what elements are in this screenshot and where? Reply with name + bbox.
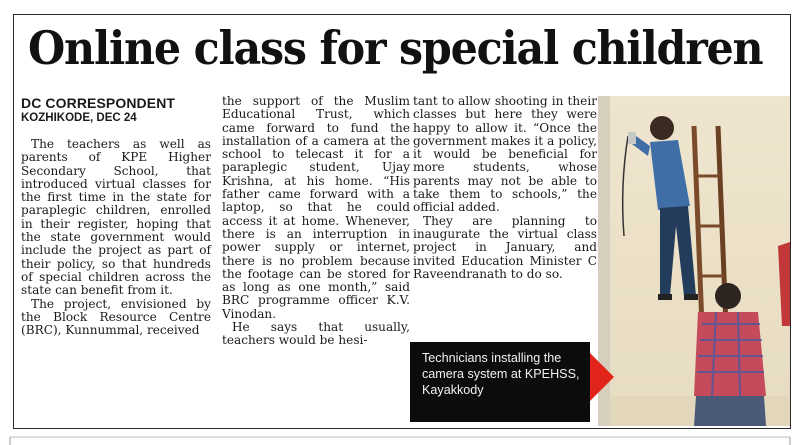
photo-caption: Technicians installing the camera system at KPEHSS, Kayakkody — [410, 342, 590, 422]
paragraph: tant to allow shooting in their classes but here they were happy to allow it. “Once the government makes it a policy, it would be beneficial for more students, whose parents may not be able to take them to schools,” the official added. — [413, 94, 597, 215]
caption-arrow-icon — [590, 353, 614, 401]
paragraph: The teachers as well as parents of KPE Higher Secondary School, that introduced virtual classes for the first time in the state for paraplegic children, enrolled in their register, hoping that the state government would include the project as part of their policy, so that hundreds of special children across the state can benefit from it. — [21, 137, 211, 298]
bottom-divider — [0, 436, 800, 445]
paragraph: They are planning to inaugurate the virtual class project in January, and invited Education Minister C Raveendranath to do so. — [413, 213, 597, 281]
article-column-1 — [21, 138, 211, 337]
article-frame — [13, 14, 791, 429]
paragraph: He says that usually, teachers would be hesi- — [222, 320, 410, 348]
headline: Online class for special children — [28, 21, 763, 75]
photo-technicians-ladder — [598, 96, 790, 426]
article-column-3 — [413, 95, 597, 281]
article-column-2 — [222, 95, 410, 348]
paragraph: The project, envisioned by the Block Resource Centre (BRC), Kunnummal, received — [21, 296, 211, 338]
byline-block — [21, 96, 221, 125]
dateline: KOZHIKODE, DEC 24 — [21, 112, 137, 124]
byline: DC CORRESPONDENT — [21, 95, 176, 111]
photo-illustration — [598, 96, 790, 426]
paragraph: the support of the Muslim Educational Trust, which came forward to fund the installation of a camera at the school to telecast it for a paraplegic student, Ujay Krishna, at his home. “His father came forward with a laptop, so that he could access it at home. Whenever, there is an interruption in power supply or internet, there is no problem because the footage can be stored for as long as one month,” said BRC programme officer K.V. Vinodan. — [222, 94, 410, 321]
